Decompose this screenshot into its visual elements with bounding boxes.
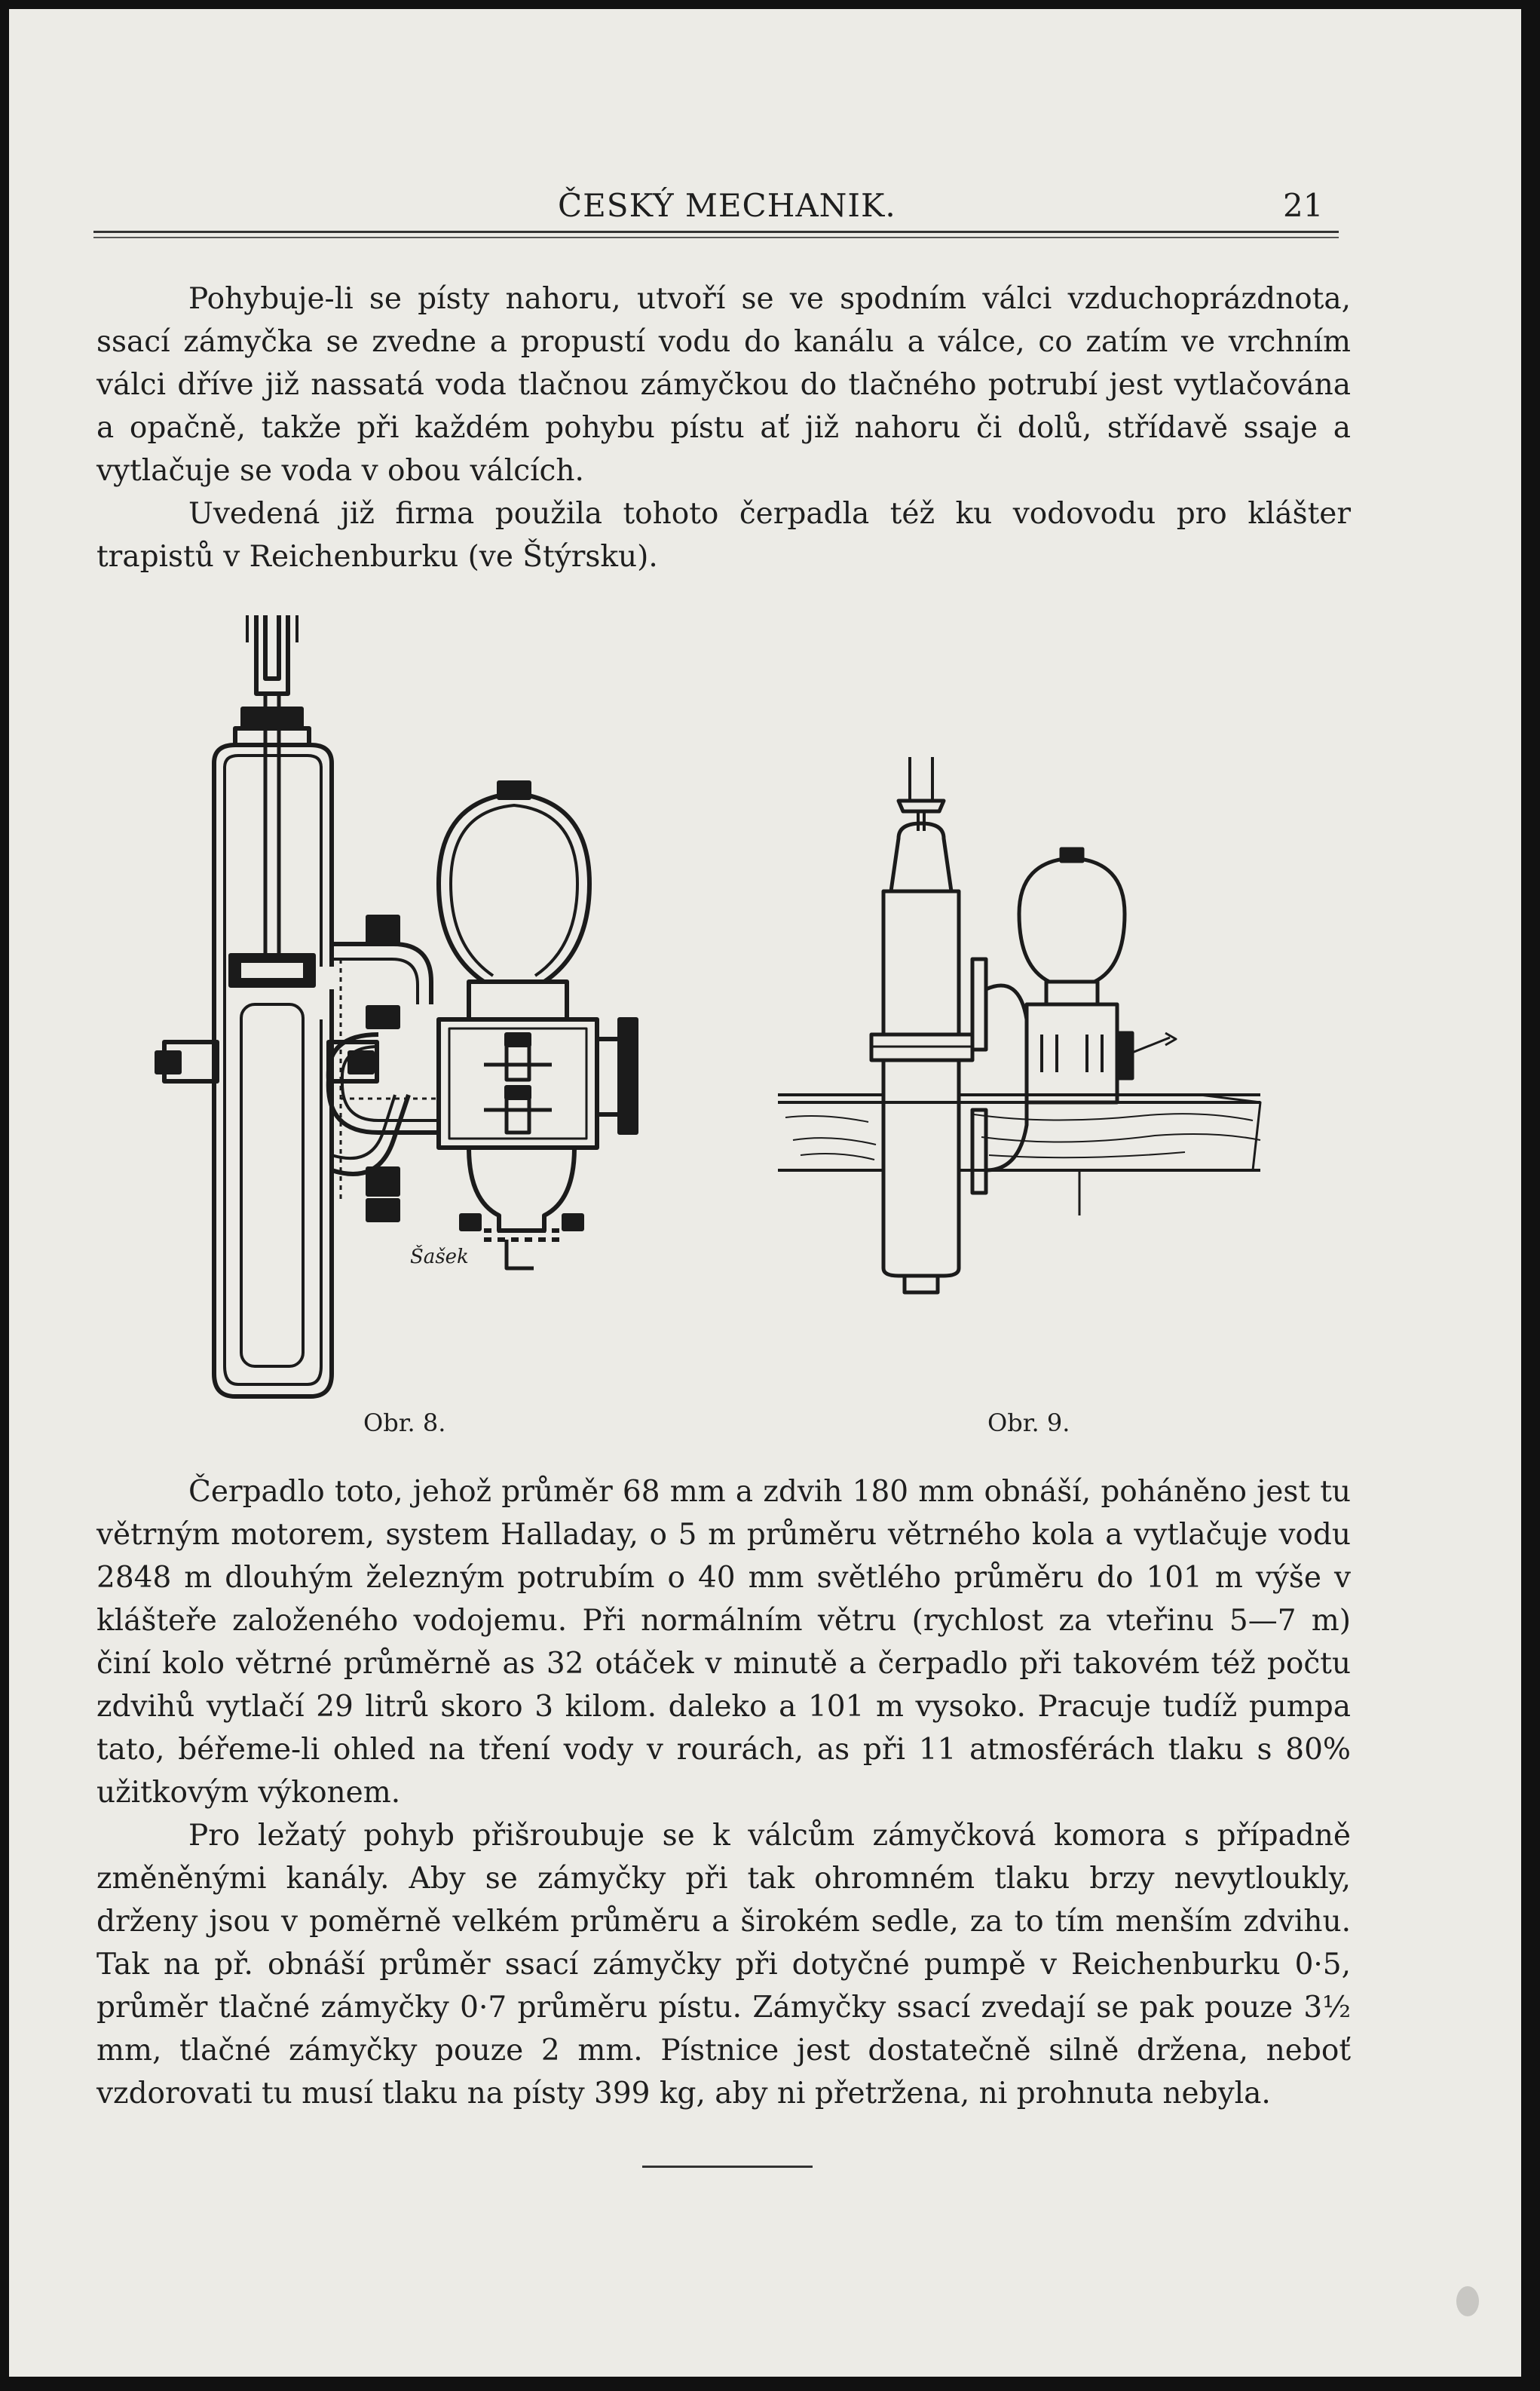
book-page — [9, 9, 1521, 2377]
paragraph-1: Pohybuje-li se písty nahoru, utvoří se ve spodním válci vzduchoprázdnota, ssací zámyčka se zvedne a propustí vodu do kanálu a válce, co zatím ve vrchním válci dříve již nassatá voda tlačnou zámyčkou do tlačného potrubí jest vytlačována a opačně, takže při každém pohybu pístu ať již nahoru či dolů, střídavě ssaje a vytlačuje se voda v obou válcích. — [96, 282, 1351, 488]
running-head — [9, 187, 1521, 232]
figure-8-caption: Obr. 8. — [363, 1409, 446, 1437]
paragraph-4: Pro ležatý pohyb přišroubuje se k válcům zámyčková komora s případně změněnými kanály. Aby se zámyčky při tak ohromném tlaku brzy nevytloukly, drženy jsou v poměrně velkém průměru a širokém sedle, za to tím menším zdvihu. Tak na př. obnáší průměr ssací zámyčky při dotyčné pumpě v Reichenburku 0·5, průměr tlačné zámyčky 0·7 průměru pístu. Zámyčky ssací zvedají se pak pouze 3½ mm, tlačné zámyčky pouze 2 mm. Pístnice jest dostatečně silně držena, neboť vzdorovati tu musí tlaku na písty 399 kg, aby ni přetržena, ni prohnuta nebyla. — [96, 1819, 1351, 2111]
text-block-bottom — [96, 1470, 1351, 2115]
figure-9-pump-view — [778, 748, 1290, 1314]
paper-stain — [1456, 2286, 1479, 2316]
text-block-top — [96, 277, 1351, 578]
paragraph-3: Čerpadlo toto, jehož průměr 68 mm a zdvih 180 mm obnáší, poháněno jest tu větrným motorem, system Halladay, o 5 m průměru větrného kola a vytlačuje vodu 2848 m dlouhým železným potrubím o 40 mm světlého průměru do 101 m výše v klášteře založeného vodojemu. Při normálním větru (rychlost za vteřinu 5—7 m) činí kolo větrné průměrně as 32 otáček v minutě a čerpadlo při takovém též počtu zdvihů vytlačí 29 litrů skoro 3 kilom. daleko a 101 m vysoko. Pracuje tudíž pumpa tato, béřeme-li ohled na tření vody v rourách, as při 11 atmosférách tlaku s 80% užitkovým výkonem. — [96, 1475, 1351, 1810]
figure-9-caption: Obr. 9. — [987, 1409, 1070, 1437]
paragraph-2: Uvedená již firma použila tohoto čerpadla též ku vodovodu pro klášter trapistů v Reichenburku (ve Štýrsku). — [96, 497, 1351, 574]
end-rule — [642, 2166, 813, 2168]
running-head-title: ČESKÝ MECHANIK. — [558, 187, 896, 224]
header-rule-thin — [93, 237, 1339, 238]
engraver-signature: Šašek — [410, 1246, 469, 1268]
figure-8-pump-section — [152, 612, 665, 1434]
page-number: 21 — [1283, 187, 1324, 224]
header-rule — [93, 231, 1339, 233]
